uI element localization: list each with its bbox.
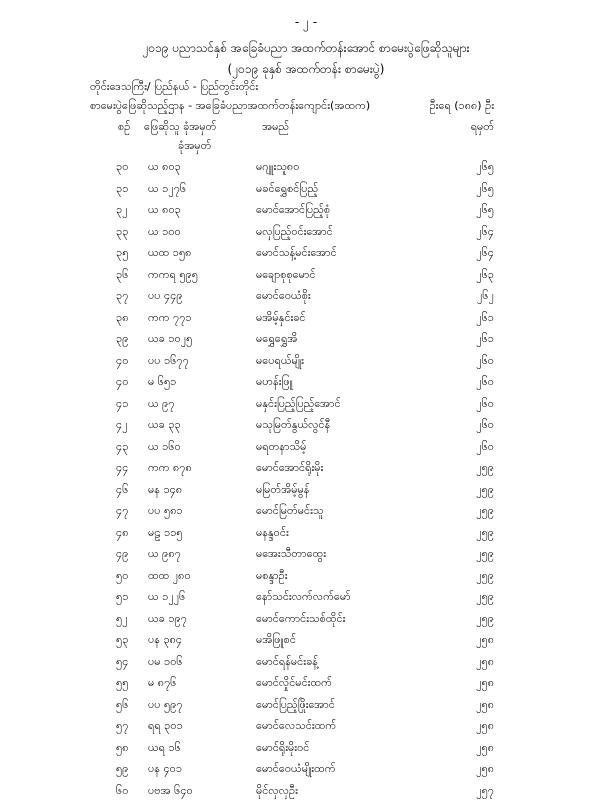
row-number: ၄၇: [116, 504, 128, 520]
table-row: [0, 311, 612, 333]
table-row: [0, 698, 612, 720]
table-row: [0, 182, 612, 204]
table-row: [0, 246, 612, 268]
row-number: ၅၇: [116, 719, 128, 735]
roll-number: ယ ၈၀၃: [148, 160, 181, 176]
candidate-name: မောင်အောင်ရိုးမိုး: [256, 461, 323, 477]
row-number: ၅၀: [116, 569, 128, 585]
roll-number: ပမ ၁၀၆: [148, 655, 183, 671]
roll-number: ယရ ၁၆: [148, 741, 181, 757]
candidate-mark: ၂၅၉: [476, 526, 494, 542]
table-row: [0, 526, 612, 548]
candidate-name: မိုင်လှလှဦး: [256, 784, 298, 800]
roll-number: ယ ၁၂၂၆: [148, 590, 185, 606]
roll-number: ထထ ၂၈၀: [148, 569, 191, 585]
row-number: ၃၈: [116, 311, 128, 327]
candidate-mark: ၂၆၀: [476, 375, 494, 391]
candidate-mark: ၂၅၉: [476, 590, 494, 606]
candidate-mark: ၂၅၈: [476, 719, 494, 735]
candidate-name: မောင်လှိုင်မင်းထက်: [256, 676, 332, 692]
candidate-mark: ၂၅၉: [476, 569, 494, 585]
table-row: [0, 289, 612, 311]
candidate-mark: ၂၅၈: [476, 762, 494, 778]
row-number: ၅၂: [116, 612, 128, 628]
roll-number: ပန ၃၈၄: [148, 633, 182, 649]
roll-number: ရရ ၃၀၁: [148, 719, 183, 735]
row-number: ၄၂: [116, 418, 128, 434]
candidate-mark: ၂၆၀: [476, 354, 494, 370]
results-table: [0, 160, 612, 805]
table-row: [0, 483, 612, 505]
candidate-name: မအိဖြူစင်: [256, 633, 296, 649]
candidate-name: မမြတ်အိမ့်မွန်: [256, 483, 310, 499]
column-header-name: အမည်: [262, 120, 289, 136]
table-row: [0, 440, 612, 462]
table-row: [0, 268, 612, 290]
candidate-mark: ၂၅၈: [476, 741, 494, 757]
column-header-mark: ရမှတ်: [471, 120, 494, 136]
table-row: [0, 633, 612, 655]
candidate-mark: ၂၅၉: [476, 504, 494, 520]
table-row: [0, 762, 612, 784]
row-number: ၅၄: [116, 655, 128, 671]
table-row: [0, 590, 612, 612]
candidate-name: မဟန်းဖြူ: [256, 375, 293, 391]
candidate-name: မချောစုစုမောင်: [256, 268, 316, 284]
table-row: [0, 160, 612, 182]
roll-number: ပန ၄၀၁: [148, 762, 182, 778]
candidate-name: မရွှေရွှေအိ: [256, 332, 297, 348]
table-row: [0, 719, 612, 741]
candidate-mark: ၂၆၀: [476, 440, 494, 456]
roll-number: မဠ ၁၁၅: [148, 526, 183, 542]
candidate-mark: ၂၆၁: [476, 332, 494, 348]
row-number: ၃၇: [116, 289, 128, 305]
roll-number: မ ၈၇၆: [148, 676, 176, 692]
candidate-name: မောင်အောင်ပြည့်စုံ: [256, 203, 330, 219]
candidate-name: မောင်ကောင်းသစ်ထိုင်း: [256, 612, 345, 628]
candidate-mark: ၂၆၄: [476, 225, 494, 241]
candidate-mark: ၂၆၄: [476, 246, 494, 262]
candidate-mark: ၂၅၉: [476, 547, 494, 563]
table-row: [0, 397, 612, 419]
roll-number: ကက ၈၇၈: [148, 461, 192, 477]
candidate-name: မစန္ဒာဦး: [256, 569, 288, 585]
row-number: ၃၆: [116, 268, 128, 284]
candidate-name: မနှင်းပြည့်ပြည့်အောင်: [256, 397, 341, 413]
roll-number: ယခ ၁၉၇: [148, 612, 187, 628]
candidate-name: မောင်သန့်မင်းအောင်: [256, 246, 337, 262]
candidate-name: မောင်ဝေယံစိုး: [256, 289, 311, 305]
table-row: [0, 461, 612, 483]
candidate-name: မောင်ဝေယံမျိုးထက်: [256, 762, 336, 778]
roll-number: ကက ၇၇၁: [148, 311, 192, 327]
table-row: [0, 418, 612, 440]
candidate-name: မအေးသီတာထွေး: [256, 547, 326, 563]
roll-number: ပပ ၄၄၉: [148, 289, 183, 305]
candidate-mark: ၂၆၂: [477, 289, 494, 305]
candidate-name: မဂျူးသူ၈၀: [256, 160, 299, 176]
candidate-name: မပေရယ်မျိုး: [256, 354, 304, 370]
candidate-mark: ၂၅၈: [476, 633, 494, 649]
roll-number: ပပ ၅၉၇: [148, 698, 183, 714]
candidate-name: မောင်ရန်မင်းခန့်: [256, 655, 318, 671]
roll-number: မန ၁၄၈: [148, 483, 182, 499]
table-row: [0, 741, 612, 763]
roll-number: ပပ ၁၆၇၇: [148, 354, 189, 370]
candidate-name: မသုမြတ်နွယ်လွင်နီ: [256, 418, 330, 434]
row-number: ၄၀: [116, 354, 128, 370]
roll-number: ကကရ ၅၉၅: [148, 268, 198, 284]
row-number: ၄၆: [116, 483, 128, 499]
row-number: ၅၅: [116, 676, 128, 692]
row-number: ၃၁: [116, 182, 128, 198]
row-number: ၃၅: [116, 246, 128, 262]
roll-number: ယ ၁၂၇၆: [148, 182, 186, 198]
table-row: [0, 569, 612, 591]
candidate-mark: ၂၅၈: [476, 698, 494, 714]
roll-number: ယခ ၃၃: [148, 418, 181, 434]
candidate-name: မလှပြည့်ဝင်းအောင်: [256, 225, 333, 241]
roll-number: ပဗအ ၆၄၀: [148, 784, 193, 800]
candidate-mark: ၂၅၈: [476, 676, 494, 692]
roll-number: ယ ၁၆၀: [148, 440, 181, 456]
candidate-mark: ၂၆၀: [476, 397, 494, 413]
candidate-name: မောင်ရိုးမိုးဝင်: [256, 741, 309, 757]
table-row: [0, 676, 612, 698]
candidate-name: မနန္ဒဝင်း: [256, 526, 289, 542]
row-number: ၄၄: [116, 461, 128, 477]
roll-number: ယခ ၁၀၂၅: [148, 332, 192, 348]
table-row: [0, 612, 612, 634]
table-row: [0, 504, 612, 526]
row-number: ၄၀: [116, 375, 128, 391]
region-label: တိုင်းဒေသကြီး/ ပြည်နယ် - ပြည်တွင်းတိုင်း: [90, 80, 258, 96]
candidate-name: မောင်လေသင်းထက်: [256, 719, 336, 735]
table-row: [0, 655, 612, 677]
row-number: ၅၆: [116, 698, 128, 714]
candidate-name: နော်သင်းလက်လက်မော်: [256, 590, 351, 606]
row-number: ၄၁: [116, 397, 128, 413]
row-number: ၃၃: [116, 225, 128, 241]
roll-number: ပပ ၅၈၁: [148, 504, 183, 520]
candidate-name: မအိမ့်နှင်းခင်: [256, 311, 306, 327]
table-row: [0, 784, 612, 805]
table-row: [0, 225, 612, 247]
row-number: ၃၀: [116, 160, 128, 176]
candidate-mark: ၂၅၉: [476, 612, 494, 628]
candidate-mark: ၂၆၅: [476, 203, 494, 219]
candidate-mark: ၂၆၁: [476, 311, 494, 327]
row-number: ၃၉: [116, 332, 128, 348]
candidate-name: မောင်မြတ်မင်းသူ: [256, 504, 324, 520]
roll-number: ယ ၈၀၃: [148, 203, 181, 219]
row-number: ၃၂: [116, 203, 128, 219]
candidate-mark: ၂၆၅: [476, 160, 494, 176]
roll-number: ယထ ၁၅၈: [148, 246, 191, 262]
row-number: ၅၉: [116, 762, 128, 778]
column-header-roll-sub: ခုံအမှတ်: [178, 139, 211, 155]
table-row: [0, 354, 612, 376]
roll-number: ယ ၁၀၀: [148, 225, 181, 241]
candidate-mark: ၂၅၉: [476, 461, 494, 477]
row-number: ၄၉: [116, 547, 128, 563]
candidate-mark: ၂၆၅: [476, 182, 494, 198]
roll-number: ယ ၉၇: [148, 397, 175, 413]
candidate-mark: ၂၆၀: [476, 418, 494, 434]
document-title: ၂၀၁၉ ပညာသင်နှစ် အခြေခံပညာ အထက်တန်းအောင် စာမေးပွဲဖြေဆိုသူများ: [0, 40, 612, 58]
candidate-name: မခင်ရွှေစင်ပြည့်: [256, 182, 318, 198]
candidate-mark: ၂၆၃: [476, 268, 494, 284]
candidate-name: မောင်ပြည့်ဖြိုးအောင်: [256, 698, 335, 714]
table-row: [0, 332, 612, 354]
exam-center-label: စာမေးပွဲဖြေဆိုသည့်ဌာန - အခြေခံပညာအထက်တန်းကျောင်း(အထက): [90, 99, 370, 115]
document-subtitle: (၂၀၁၉ ခုနှစ် အထက်တန်း စာမေးပွဲ): [0, 61, 612, 79]
roll-number: ယ ၉၈၇: [148, 547, 181, 563]
row-number: ၄၈: [116, 526, 128, 542]
candidate-mark: ၂၅၈: [476, 655, 494, 671]
table-row: [0, 203, 612, 225]
roll-number: မ ၆၅၁: [148, 375, 176, 391]
table-row: [0, 375, 612, 397]
row-number: ၆၀: [116, 784, 128, 800]
candidate-mark: ၂၅၉: [476, 483, 494, 499]
candidate-count: ဦးရေ (၁၈၈) ဦး: [430, 99, 494, 115]
candidate-name: မရတနာသိမ့်: [256, 440, 306, 456]
column-header-roll: ဖြေဆိုသူ ခုံအမှတ်: [144, 120, 216, 136]
column-header-no: စဉ်: [118, 120, 130, 136]
row-number: ၄၃: [116, 440, 128, 456]
row-number: ၅၈: [116, 741, 128, 757]
page-number: - ၂ -: [0, 14, 612, 32]
table-row: [0, 547, 612, 569]
row-number: ၅၃: [116, 633, 128, 649]
row-number: ၅၁: [116, 590, 128, 606]
candidate-mark: ၂၅၇: [476, 784, 494, 800]
